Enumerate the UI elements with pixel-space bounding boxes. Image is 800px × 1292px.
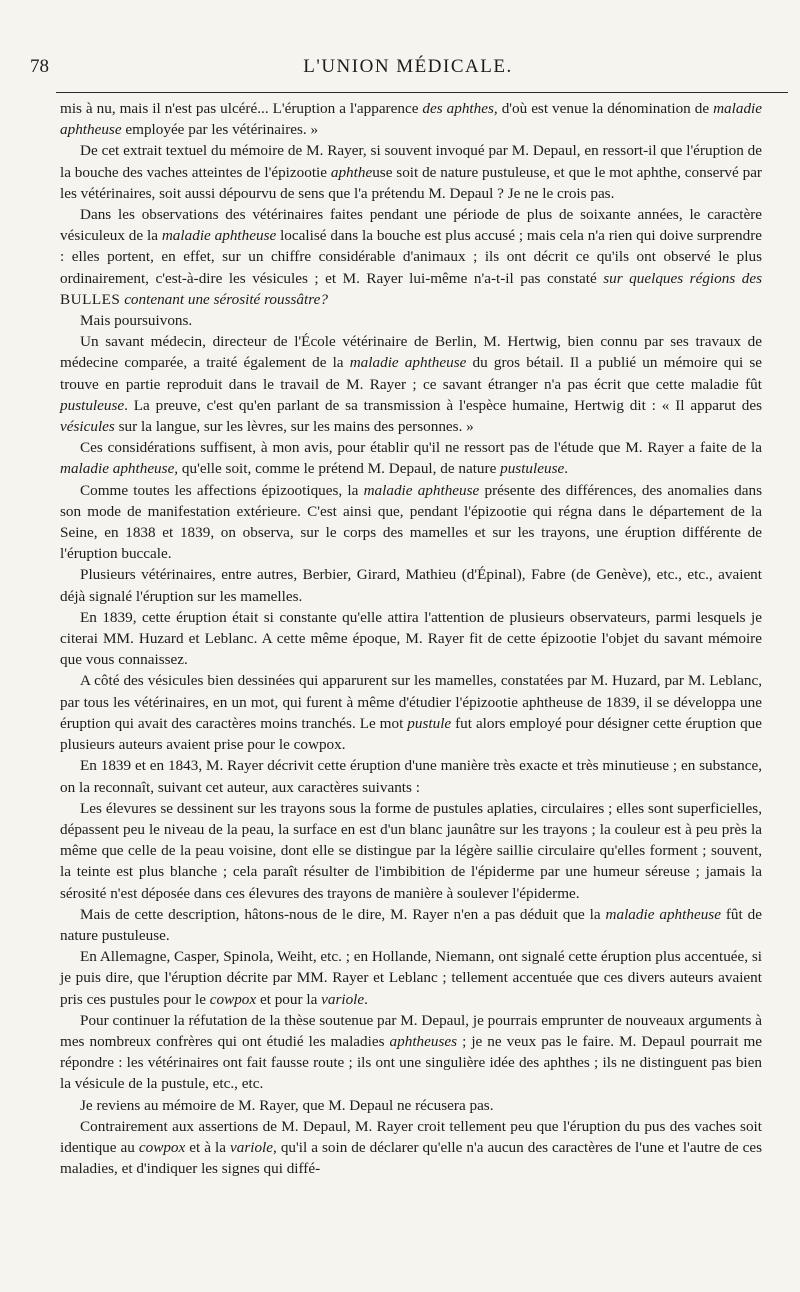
- italic-run: variole: [321, 990, 365, 1008]
- paragraph: De cet extrait textuel du mémoire de M. Rayer, si souvent invoqué par M. Depaul, en ressort-il que l'éruption de la bouche des vaches atteintes de l'épizootie aphtheuse soit de nature pustuleuse, et que le mot aphthe, conservé par les vétérinaires, soit aussi dépourvu de sens que l'a prétendu M. Depaul ? Je ne le crois pas.: [60, 142, 762, 202]
- italic-run: vésicules: [60, 418, 115, 436]
- italic-run: des aphthes: [422, 100, 494, 117]
- running-title: L'UNION MÉDICALE.: [303, 56, 513, 77]
- italic-run: aphthe: [330, 163, 373, 181]
- italic-run: pustule: [407, 714, 452, 732]
- article-body: [60, 98, 762, 1179]
- italic-run: variole: [230, 1138, 274, 1156]
- italic-run: cowpox: [138, 1138, 186, 1156]
- paragraph: mis à nu, mais il n'est pas ulcéré... L'éruption a l'apparence des aphthes, d'où est venue la dénomination de maladie aphtheuse employée par les vétérinaires. »: [60, 100, 762, 139]
- smallcaps-run: BULLES: [60, 290, 121, 308]
- italic-run: maladie aphtheuse: [605, 905, 721, 923]
- paragraph: En Allemagne, Casper, Spinola, Weiht, etc. ; en Hollande, Niemann, ont signalé cette éruption plus accentuée, si je puis dire, que l'éruption décrite par MM. Rayer et Leblanc ; tellement accentuée que ces divers auteurs avaient pris ces pustules pour le cowpox et pour la variole.: [60, 948, 762, 1008]
- paragraph: Contrairement aux assertions de M. Depaul, M. Rayer croit tellement peu que l'éruption du pus des vaches soit identique au cowpox et à la variole, qu'il a soin de déclarer qu'elle n'a aucun des caractères de l'une et l'autre de ces maladies, et d'indiquer les signes qui diffé-: [60, 1117, 762, 1178]
- paragraph: En 1839 et en 1843, M. Rayer décrivit cette éruption d'une manière très exacte et très minutieuse ; en substance, on la reconnaît, suivant cet auteur, aux caractères suivants :: [60, 757, 762, 796]
- page-number: 78: [30, 56, 49, 77]
- paragraph: Dans les observations des vétérinaires faites pendant une période de plus de soixante années, le caractère vésiculeux de la maladie aphtheuse localisé dans la bouche est plus accusé ; mais cela n'a rien qui doive surprendre : elles portent, en effet, sur un chiffre considérable d'animaux ; ils ont décrit ce qu'ils ont observé le plus ordinairement, c'est-à-dire les vésicules ; et M. Rayer lui-même n'a-t-il pas constaté sur quelques régions des BULLES contenant une sérosité roussâtre?: [60, 206, 762, 308]
- header-rule: [56, 92, 788, 93]
- paragraph: Plusieurs vétérinaires, entre autres, Berbier, Girard, Mathieu (d'Épinal), Fabre (de Genève), etc., etc., avaient déjà signalé l'éruption sur les mamelles.: [60, 566, 762, 605]
- italic-run: aphtheuses: [389, 1032, 458, 1050]
- paragraph: En 1839, cette éruption était si constante qu'elle attira l'attention de plusieurs observateurs, parmi lesquels je citerai MM. Huzard et Leblanc. A cette même époque, M. Rayer fit de cette épizootie l'objet du savant mémoire que vous connaissez.: [60, 608, 762, 669]
- paragraph: Mais poursuivons.: [80, 312, 193, 330]
- page-header: [28, 54, 788, 86]
- italic-run: maladie aphtheuse,: [60, 460, 179, 478]
- italic-run: contenant une sérosité roussâtre?: [124, 290, 328, 308]
- paragraph: Mais de cette description, hâtons-nous de le dire, M. Rayer n'en a pas déduit que la maladie aphtheuse fût de nature pustuleuse.: [60, 905, 762, 944]
- italic-run: maladie aphtheuse: [349, 354, 467, 372]
- paragraph: Comme toutes les affections épizootiques, la maladie aphtheuse présente des différences, des anomalies dans son mode de manifestation extérieure. C'est ainsi que, pendant l'épizootie qui régna dans le département de la Seine, en 1838 et 1839, on observa, sur le corps des mamelles et sur les trayons, une éruption différente de l'éruption buccale.: [60, 481, 762, 563]
- paragraph: Ces considérations suffisent, à mon avis, pour établir qu'il ne ressort pas de l'étude que M. Rayer a faite de la maladie aphtheuse, qu'elle soit, comme le prétend M. Depaul, de nature pustuleuse.: [60, 439, 762, 478]
- paragraph: Pour continuer la réfutation de la thèse soutenue par M. Depaul, je pourrais emprunter de nouveaux arguments à mes nombreux confrères qui ont étudié les maladies aphtheuses ; je ne veux pas le faire. M. Depaul pourrait me répondre : les vétérinaires ont fait fausse route ; ils ont une singulière idée des aphthes ; ils ne distinguent pas bien la vésicule de la pustule, etc., etc.: [60, 1011, 762, 1093]
- italic-run: maladie aphtheuse: [60, 100, 762, 139]
- italic-run: pustuleuse: [60, 396, 125, 414]
- italic-run: maladie aphtheuse: [161, 227, 277, 245]
- italic-run: sur quelques régions des: [603, 269, 762, 287]
- italic-run: pustuleuse: [500, 460, 565, 478]
- paragraph: A côté des vésicules bien dessinées qui apparurent sur les mamelles, constatées par M. Huzard, par M. Leblanc, par tous les vétérinaires, en un mot, qui furent à même d'étudier l'épizootie aphtheuse de 1839, il se développa une éruption qui avait des caractères moins tranchés. Le mot pustule fut alors employé pour désigner cette éruption que plusieurs auteurs avaient prise pour le cowpox.: [60, 672, 763, 754]
- italic-run: cowpox: [209, 990, 257, 1008]
- paragraph: Les élevures se dessinent sur les trayons sous la forme de pustules aplaties, circulaires ; elles sont superficielles, dépassent peu le niveau de la peau, la surface en est d'un blanc jaunâtre sur les trayons ; la couleur est à peu près la même que celle de la peau voisine, dont elle se distingue par la légère saillie circulaire qu'elles forment ; souvent, la teinte est plus blanche ; cela paraît résulter de l'imbibition de l'épiderme par une humeur séreuse ; jamais la sérosité n'est déposée dans ces élevures des trayons de manière à soulever l'épiderme.: [60, 799, 762, 902]
- paragraph: Un savant médecin, directeur de l'École vétérinaire de Berlin, M. Hertwig, bien connu par ses travaux de médecine comparée, a traité également de la maladie aphtheuse du gros bétail. Il a publié un mémoire qui se trouve en partie reproduit dans le travail de M. Rayer ; ce savant étranger n'a pas écrit que cette maladie fût pustuleuse. La preuve, c'est qu'en parlant de sa transmission à l'espèce humaine, Hertwig dit : « Il apparut des vésicules sur la langue, sur les lèvres, sur les mains des personnes. »: [60, 333, 762, 436]
- italic-run: maladie aphtheuse: [363, 481, 480, 499]
- paragraph: Je reviens au mémoire de M. Rayer, que M. Depaul ne récusera pas.: [80, 1096, 494, 1114]
